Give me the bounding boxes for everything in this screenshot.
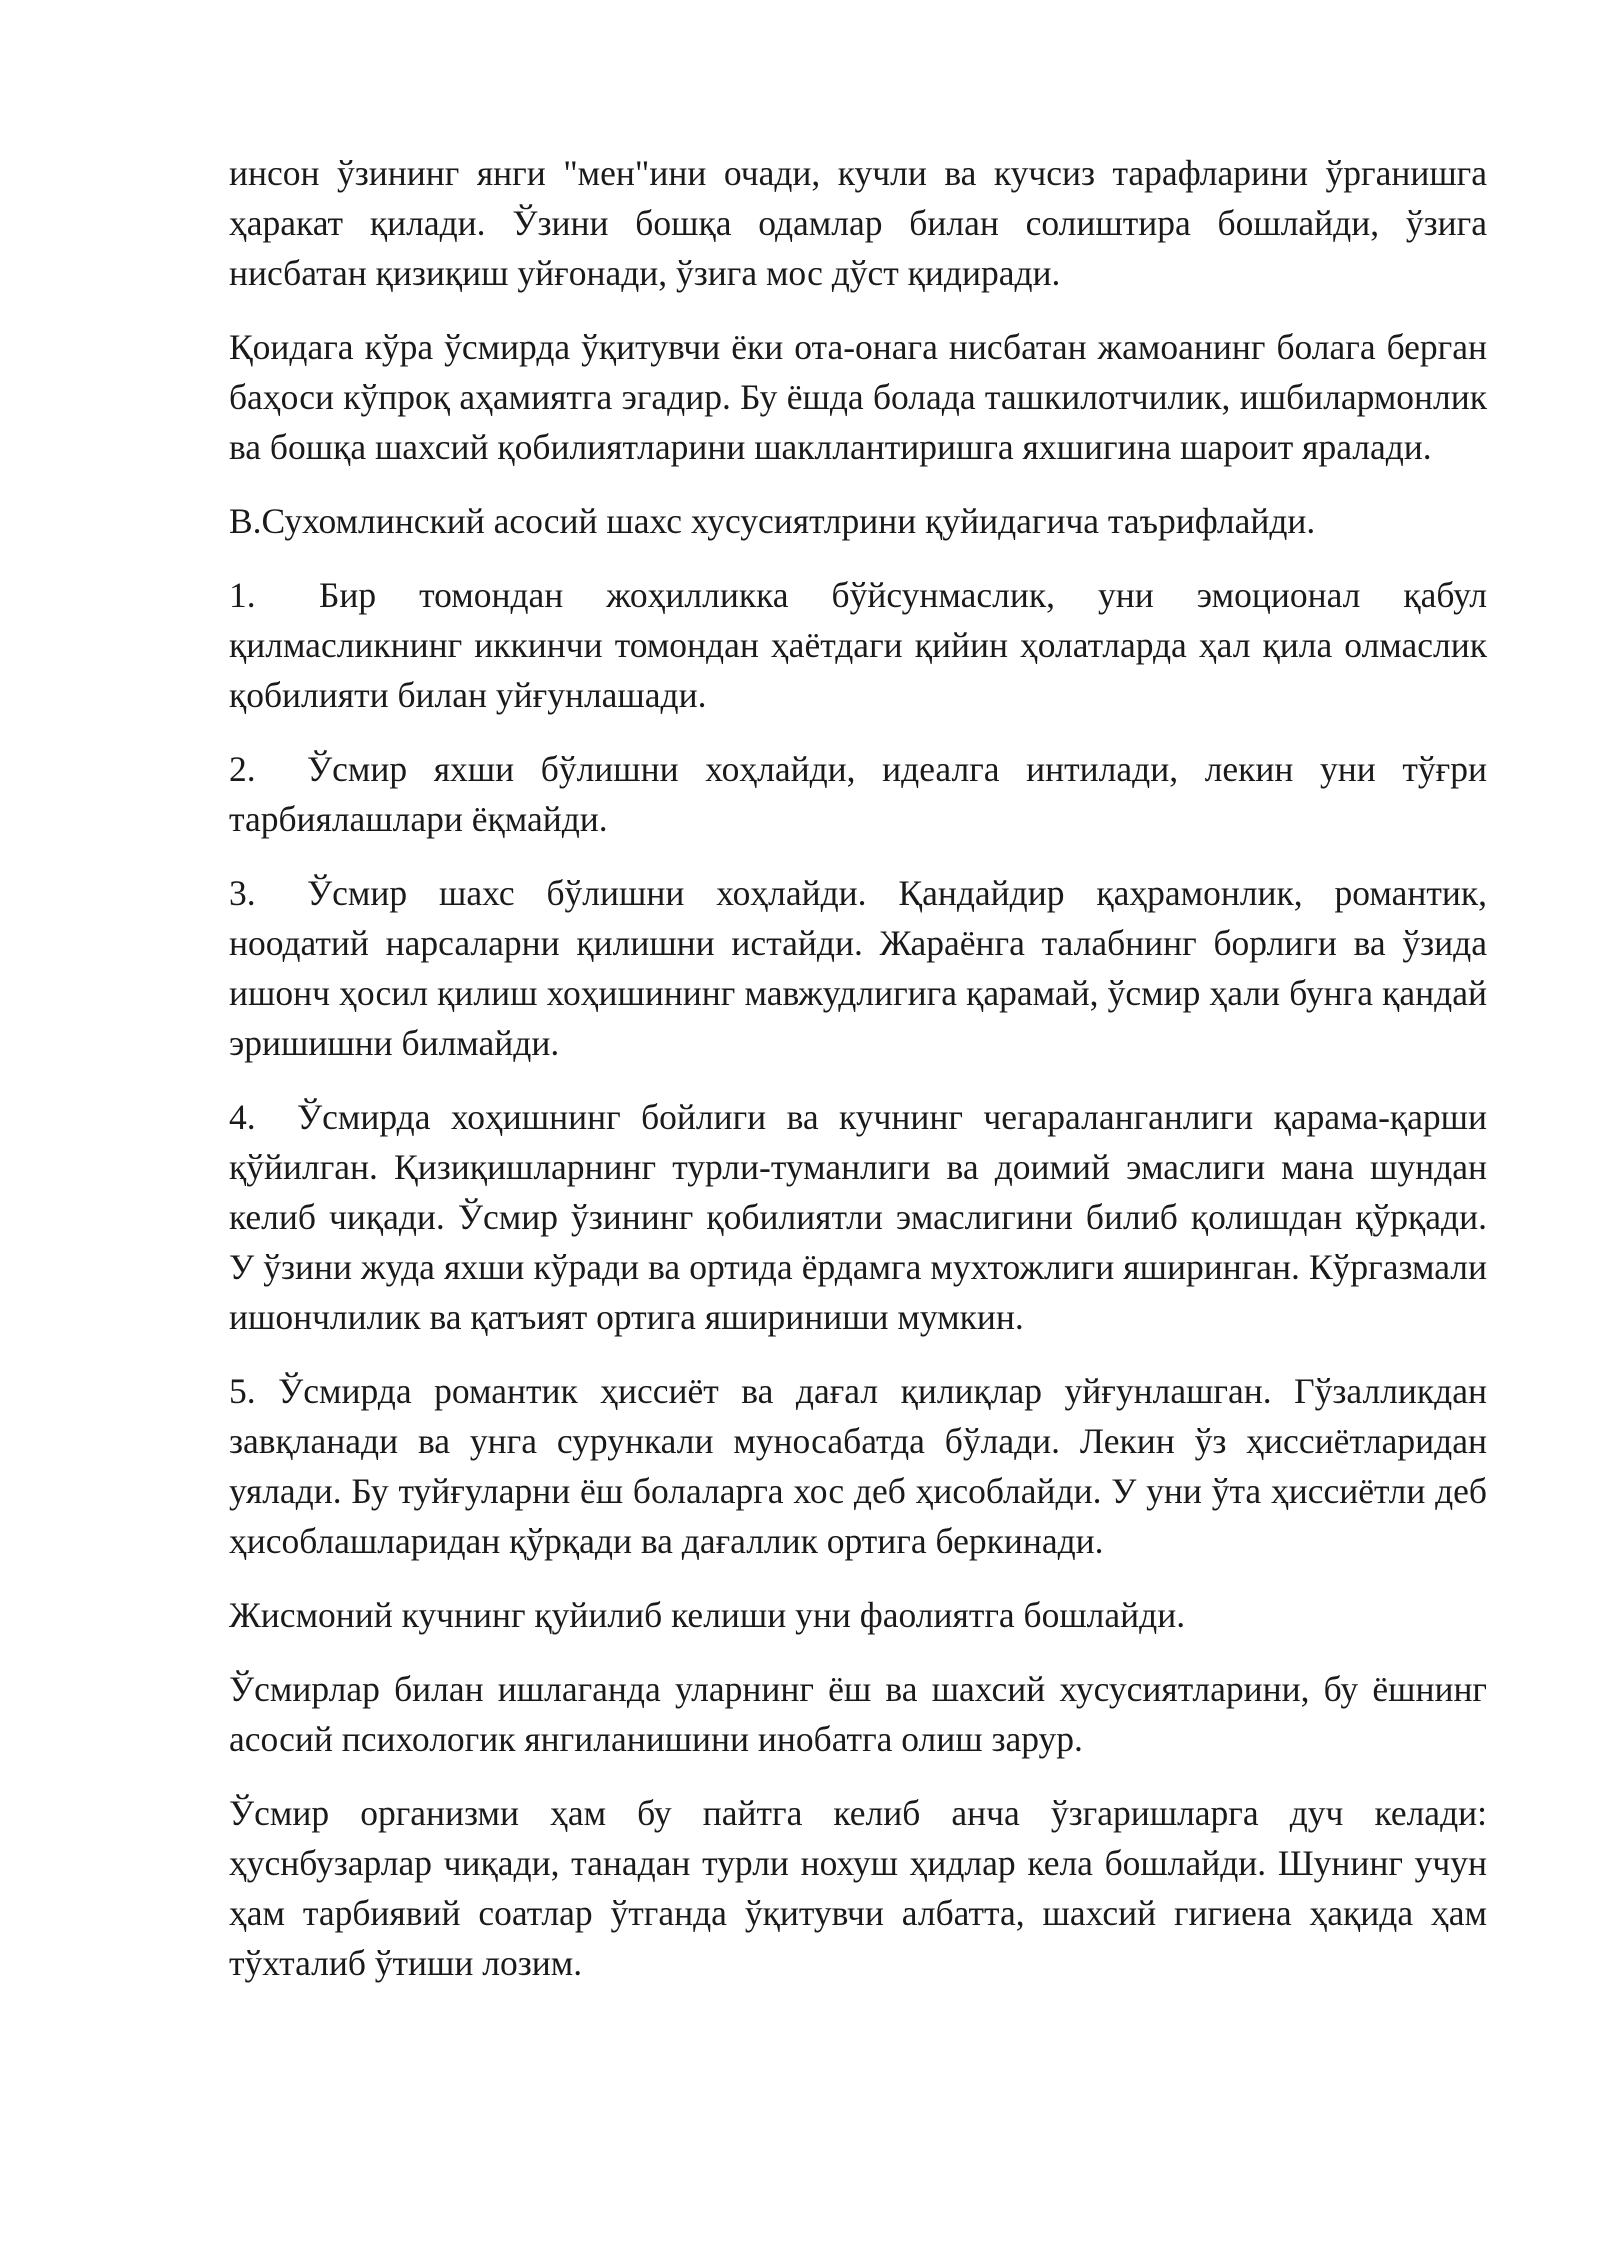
paragraph-text: Ўсмир шахс бўлишни хоҳлайди. Қандайдир қаҳрамонлик, романтик, ноодатий нарсаларни қилишни истайди. Жараёнга талабнинг борлиги ва ўзида ишонч ҳосил қилиш хоҳишининг мавжудлигига қарамай, ўсмир ҳали бунга қандай эришишни билмайди. <box>229 873 1487 1063</box>
numbered-paragraph <box>229 570 1487 720</box>
paragraph-text: Қоидага кўра ўсмирда ўқитувчи ёки ота-онага нисбатан жамоанинг болага берган баҳоси кўпроқ аҳамиятга эгадир. Бу ёшда болада ташкилотчилик, ишбилармонлик ва бошқа шахсий қобилиятларини шакллантиришга яхшигина шароит яралади. <box>229 327 1487 467</box>
paragraph <box>229 1590 1487 1640</box>
numbered-paragraph <box>229 744 1487 844</box>
paragraph-text: 5. Ўсмирда романтик ҳиссиёт ва дағал қилиқлар уйғунлашган. Гўзалликдан завқланади ва унга сурункали муносабатда бўлади. Лекин ўз ҳиссиётларидан уялади. Бу туйғуларни ёш болаларга хос деб ҳисоблайди. У уни ўта ҳиссиётли деб ҳисоблашларидан қўрқади ва дағаллик ортига беркинади. <box>229 1371 1487 1561</box>
paragraph <box>229 1664 1487 1764</box>
paragraph-text: В.Сухомлинский асосий шахс хусусиятлрини қуйидагича таърифлайди. <box>229 501 1316 541</box>
numbered-paragraph <box>229 868 1487 1068</box>
list-number: 3. <box>229 873 256 913</box>
paragraph <box>229 1366 1487 1566</box>
paragraph <box>229 1788 1487 1988</box>
paragraph-text: Жисмоний кучнинг қуйилиб келиши уни фаолиятга бошлайди. <box>229 1595 1186 1635</box>
paragraph-text: Бир томондан жоҳилликка бўйсунмаслик, уни эмоционал қабул қилмасликнинг иккинчи томондан ҳаётдаги қийин ҳолатларда ҳал қила олмаслик қобилияти билан уйғунлашади. <box>229 575 1487 715</box>
paragraph-text: Ўсмир яхши бўлишни хоҳлайди, идеалга интилади, лекин уни тўғри тарбиялашлари ёқмайди. <box>229 749 1487 839</box>
paragraph-text: Ўсмир организми ҳам бу пайтга келиб анча ўзгаришларга дуч келади: ҳуснбузарлар чиқади, танадан турли нохуш ҳидлар кела бошлайди. Шунинг учун ҳам тарбиявий соатлар ўтганда ўқитувчи албатта, шахсий гигиена ҳақида ҳам тўхталиб ўтиши лозим. <box>229 1793 1487 1983</box>
numbered-paragraph <box>229 1092 1487 1342</box>
list-number: 1. <box>229 575 256 615</box>
list-number: 2. <box>229 749 256 789</box>
page-body <box>229 148 1487 2012</box>
paragraph-text: Ўсмирда хоҳишнинг бойлиги ва кучнинг чегараланганлиги қарама-қарши қўйилган. Қизиқишларнинг турли-туманлиги ва доимий эмаслиги мана шундан келиб чиқади. Ўсмир ўзининг қобилиятли эмаслигини билиб қолишдан қўрқади. У ўзини жуда яхши кўради ва ортида ёрдамга мухтожлиги яширинган. Кўргазмали ишончлилик ва қатъият ортига яшириниши мумкин. <box>229 1097 1487 1337</box>
paragraph-text: инсон ўзининг янги "мен"ини очади, кучли ва кучсиз тарафларини ўрганишга ҳаракат қилади. Ўзини бошқа одамлар билан солиштира бошлайди, ўзига нисбатан қизиқиш уйғонади, ўзига мос дўст қидиради. <box>229 153 1487 293</box>
paragraph <box>229 148 1487 298</box>
paragraph-text: Ўсмирлар билан ишлаганда уларнинг ёш ва шахсий хусусиятларини, бу ёшнинг асосий психологик янгиланишини инобатга олиш зарур. <box>229 1669 1487 1759</box>
paragraph <box>229 496 1487 546</box>
list-number: 4. <box>229 1097 256 1137</box>
paragraph <box>229 322 1487 472</box>
